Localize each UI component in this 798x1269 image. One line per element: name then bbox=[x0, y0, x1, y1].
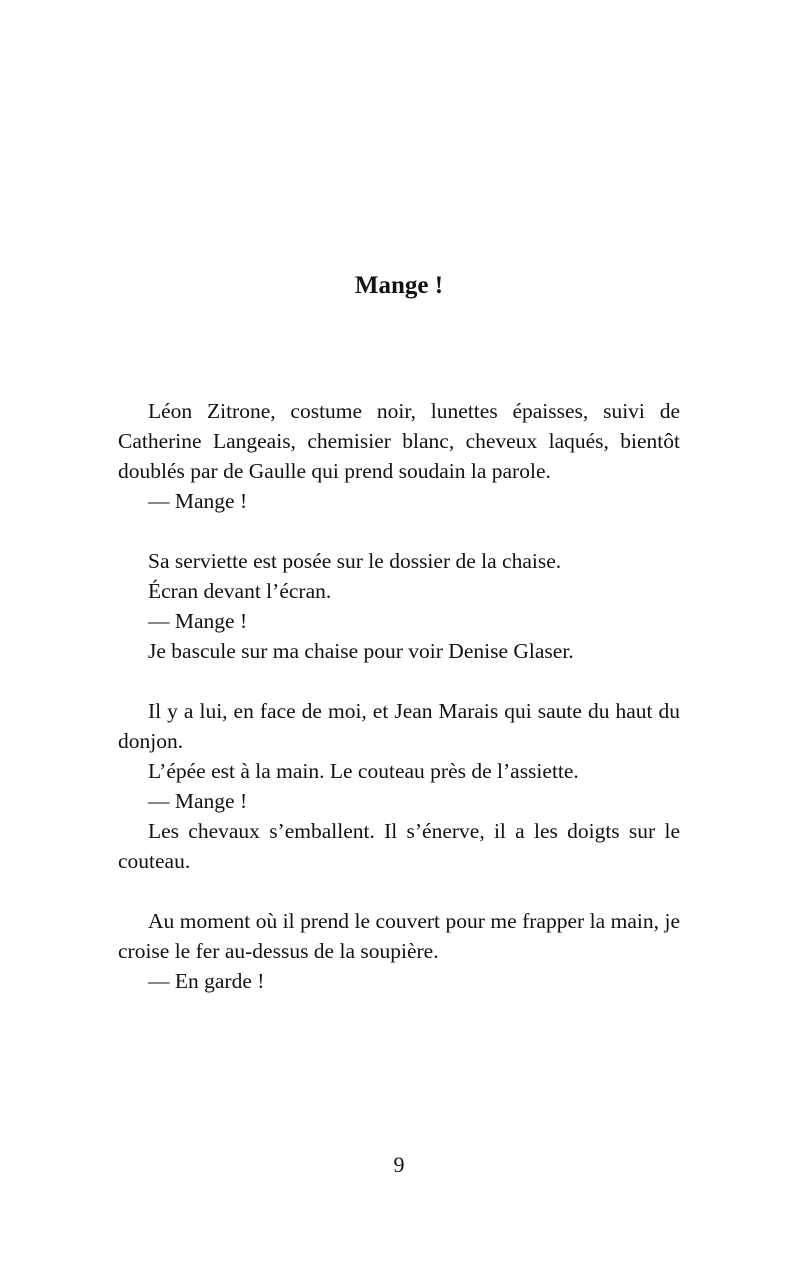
paragraph: Il y a lui, en face de moi, et Jean Marais qui saute du haut du donjon. bbox=[118, 699, 680, 753]
page-number: 9 bbox=[393, 1152, 405, 1177]
dialogue-line: — Mange ! bbox=[148, 609, 248, 633]
body-text bbox=[118, 396, 680, 996]
paragraph: Sa serviette est posée sur le dossier de la chaise. bbox=[148, 549, 562, 573]
dialogue-line: — Mange ! bbox=[148, 789, 248, 813]
paragraph: Les chevaux s’emballent. Il s’énerve, il a les doigts sur le couteau. bbox=[118, 819, 680, 873]
paragraph: Au moment où il prend le couvert pour me frapper la main, je croise le fer au-dessus de la soupière. bbox=[118, 909, 680, 963]
paragraph: Je bascule sur ma chaise pour voir Denise Glaser. bbox=[148, 639, 574, 663]
dialogue-line: — En garde ! bbox=[148, 969, 265, 993]
stanza-break bbox=[118, 666, 680, 696]
stanza-break bbox=[118, 876, 680, 906]
dialogue-line: — Mange ! bbox=[148, 489, 248, 513]
stanza-break bbox=[118, 516, 680, 546]
chapter-title: Mange ! bbox=[354, 272, 444, 299]
paragraph: L’épée est à la main. Le couteau près de l’assiette. bbox=[148, 759, 579, 783]
paragraph: Léon Zitrone, costume noir, lunettes épaisses, suivi de Catherine Langeais, chemisier blanc, cheveux laqués, bientôt doublés par de Gaulle qui prend soudain la parole. bbox=[118, 399, 680, 483]
paragraph: Écran devant l’écran. bbox=[148, 579, 332, 603]
